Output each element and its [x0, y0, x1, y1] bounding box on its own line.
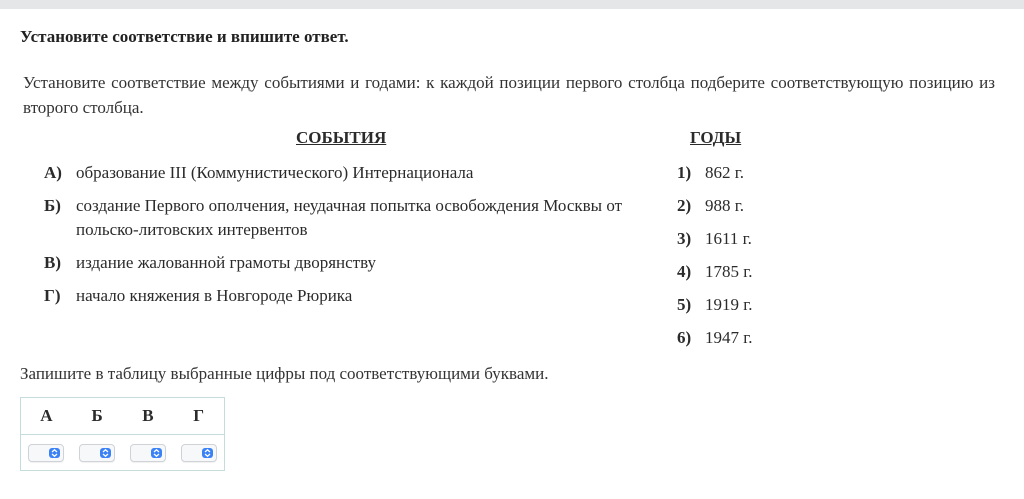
event-text: начало княжения в Новгороде Рюрика — [76, 286, 353, 305]
event-text: образование III (Коммунистического) Интернационала — [76, 163, 474, 182]
answer-select-b[interactable] — [79, 444, 115, 462]
year-item — [677, 161, 753, 185]
event-item — [44, 194, 644, 242]
chevron-updown-icon — [202, 448, 213, 458]
event-item — [44, 161, 644, 185]
answer-table-header — [21, 398, 224, 435]
year-text: 862 г. — [705, 163, 745, 182]
answer-select-a[interactable] — [28, 444, 64, 462]
year-number: 6) — [677, 328, 692, 347]
events-list — [44, 161, 644, 317]
year-text: 1919 г. — [705, 295, 753, 314]
year-item — [677, 194, 753, 218]
year-number: 2) — [677, 196, 692, 215]
event-letter: А) — [44, 163, 62, 182]
year-text: 1611 г. — [705, 229, 752, 248]
chevron-updown-icon — [49, 448, 60, 458]
years-column-header: ГОДЫ — [690, 128, 742, 147]
answer-select-v[interactable] — [130, 444, 166, 462]
event-item — [44, 284, 644, 308]
year-number: 5) — [677, 295, 692, 314]
year-number: 3) — [677, 229, 692, 248]
answer-header-v: В — [142, 406, 154, 425]
answer-select-row — [21, 435, 224, 471]
year-item — [677, 260, 753, 284]
events-column-header: СОБЫТИЯ — [296, 128, 387, 147]
task-title: Установите соответствие и впишите ответ. — [20, 27, 349, 46]
answer-header-g: Г — [193, 406, 205, 425]
answer-header-b: Б — [91, 406, 103, 425]
answer-prompt: Запишите в таблицу выбранные цифры под соответствующими буквами. — [20, 364, 549, 383]
year-text: 988 г. — [705, 196, 745, 215]
year-item — [677, 227, 753, 251]
event-letter: В) — [44, 253, 61, 272]
task-instruction: Установите соответствие между событиями и годами: к каждой позиции первого столбца подберите соответствующую позицию из второго столбца. — [23, 73, 995, 117]
event-letter: Б) — [44, 196, 61, 215]
year-item — [677, 293, 753, 317]
chevron-updown-icon — [151, 448, 162, 458]
top-bar — [0, 0, 1024, 9]
year-number: 4) — [677, 262, 692, 281]
year-text: 1947 г. — [705, 328, 753, 347]
event-text: создание Первого ополчения, неудачная попытка освобождения Москвы от польско-литовских интервентов — [76, 196, 623, 239]
year-text: 1785 г. — [705, 262, 753, 281]
event-text: издание жалованной грамоты дворянству — [76, 253, 377, 272]
answer-header-a: А — [40, 406, 53, 425]
years-list — [677, 161, 753, 359]
chevron-updown-icon — [100, 448, 111, 458]
event-item — [44, 251, 644, 275]
answer-table — [20, 397, 225, 471]
year-item — [677, 326, 753, 350]
year-number: 1) — [677, 163, 692, 182]
answer-select-g[interactable] — [181, 444, 217, 462]
event-letter: Г) — [44, 286, 61, 305]
